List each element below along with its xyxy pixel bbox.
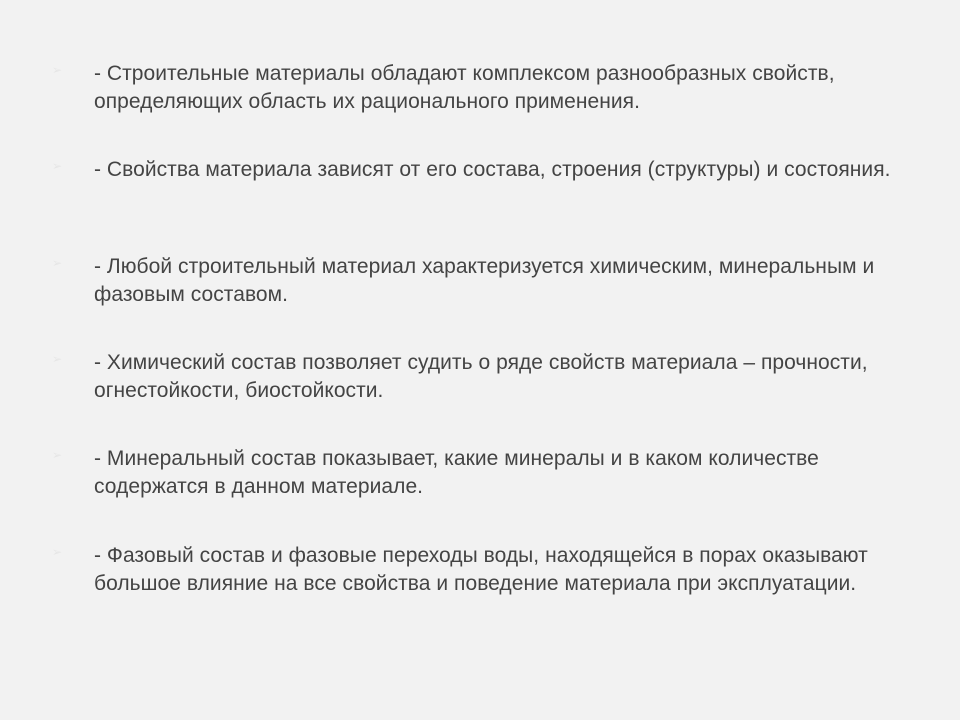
bullet-text: - Свойства материала зависят от его состава, строения (структуры) и состояния. (94, 158, 891, 181)
bullet-text: - Химический состав позволяет судить о ряде свойств материала – прочности, огнестойкости, биостойкости. (94, 351, 868, 402)
arrow-bullet-icon: ➢ (52, 545, 63, 559)
arrow-bullet-icon: ➢ (52, 159, 63, 173)
arrow-bullet-icon: ➢ (52, 352, 63, 366)
bullet-text: - Строительные материалы обладают комплексом разнообразных свойств, определяющих область их рационального применения. (94, 62, 835, 113)
arrow-bullet-icon: ➢ (52, 63, 63, 77)
arrow-bullet-icon: ➢ (52, 448, 63, 462)
bullet-text: - Любой строительный материал характеризуется химическим, минеральным и фазовым составом. (94, 255, 875, 306)
bullet-text: - Фазовый состав и фазовые переходы воды, находящейся в порах оказывают большое влияние на все свойства и поведение материала при эксплуатации. (94, 544, 868, 595)
arrow-bullet-icon: ➢ (52, 256, 63, 270)
bullet-text: - Минеральный состав показывает, какие минералы и в каком количестве содержатся в данном материале. (94, 447, 819, 498)
